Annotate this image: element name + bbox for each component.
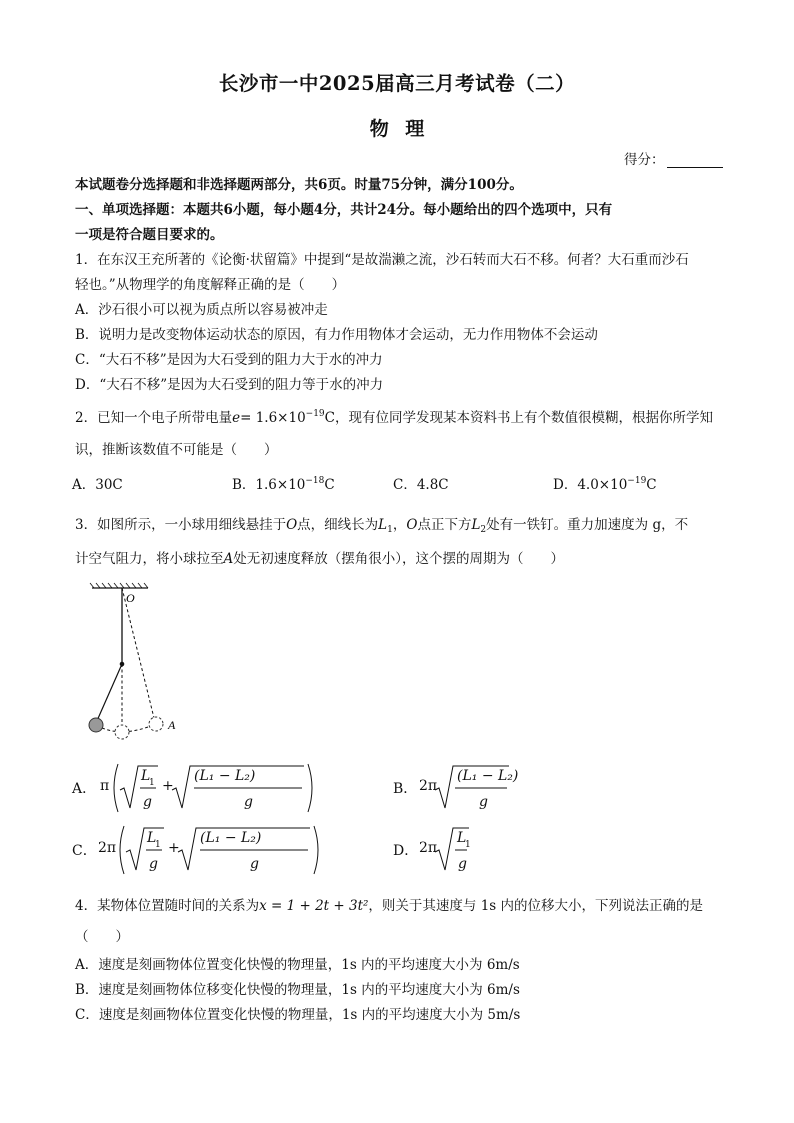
exam-intro: 本试题卷分选择题和非选择题两部分，共6页。时量75分钟，满分100分。: [75, 177, 523, 193]
q2-option-b: B．$1.6\times 10^{-18}C$: [232, 476, 335, 493]
section1-heading-line2: 一项是符合题目要求的。: [75, 227, 224, 243]
score-blank: [667, 153, 723, 168]
q3-stem-line2: 计空气阻力，将小球拉至A处无初速度释放（摆角很小），这个摆的周期为（ ）: [75, 551, 564, 567]
section1-heading-line1: 一、单项选择题：本题共6小题，每小题4分，共计24分。每小题给出的四个选项中，只有: [75, 202, 613, 218]
q1-stem-line2: 轻也。”从物理学的角度解释正确的是（ ）: [75, 277, 346, 293]
score-label: 得分：: [624, 152, 665, 168]
page-title: 长沙市一中2025届高三月考试卷（二）: [218, 72, 576, 95]
q2-option-a: A．30C: [72, 477, 123, 493]
q2-stem-line1: 2．已知一个电子所带电量$e= 1.6\times 10^{-19}C$，现有位同学发现某本资料书上有个数值很模糊，根据你所学知: [75, 409, 713, 426]
q4-option-c: C．速度是刻画物体位置变化快慢的物理量，1s 内的平均速度大小为 5m/s: [75, 1007, 521, 1023]
pendulum-ball: [89, 718, 103, 732]
q1-option-c: C．“大石不移”是因为大石受到的阻力大于水的冲力: [75, 352, 383, 368]
score-field: [624, 148, 723, 168]
subject-heading: 物 理: [369, 118, 425, 140]
q4-stem-line1: 4．某物体位置随时间的关系为x = 1 + 2t + 3t²，则关于其速度与 1s 内的位移大小，下列说法正确的是: [75, 898, 704, 914]
q1-option-d: D．“大石不移”是因为大石受到的阻力等于水的冲力: [75, 377, 384, 393]
q3-stem-line1: 3．如图所示，一小球用细线悬挂于O点，细线长为$L_1$，O点正下方$L_2$处有一铁钉。重力加速度为 g，不: [75, 517, 689, 535]
q2-option-d: D．$4.0\times 10^{-19}C$: [553, 476, 657, 493]
fig-label-a: A: [168, 718, 176, 732]
pendulum-figure: [86, 582, 196, 742]
q4-option-a: A．速度是刻画物体位置变化快慢的物理量，1s 内的平均速度大小为 6m/s: [75, 957, 520, 973]
q2-stem-line2: 识，推断该数值不可能是（ ）: [75, 442, 278, 458]
q4-option-b: B．速度是刻画物体位移变化快慢的物理量，1s 内的平均速度大小为 6m/s: [75, 982, 520, 998]
q1-option-b: B．说明力是改变物体运动状态的原因，有力作用物体才会运动，无力作用物体不会运动: [75, 327, 598, 343]
fig-label-o: O: [126, 591, 135, 605]
q1-option-a: A．沙石很小可以视为质点所以容易被冲走: [75, 302, 328, 318]
q4-stem-line2: （ ）: [75, 929, 129, 945]
q1-stem-line1: 1．在东汉王充所著的《论衡·状留篇》中提到“是故湍濑之流，沙石转而大石不移。何者？大石重而沙石: [75, 252, 689, 268]
q2-option-c: C．4.8C: [393, 477, 449, 493]
